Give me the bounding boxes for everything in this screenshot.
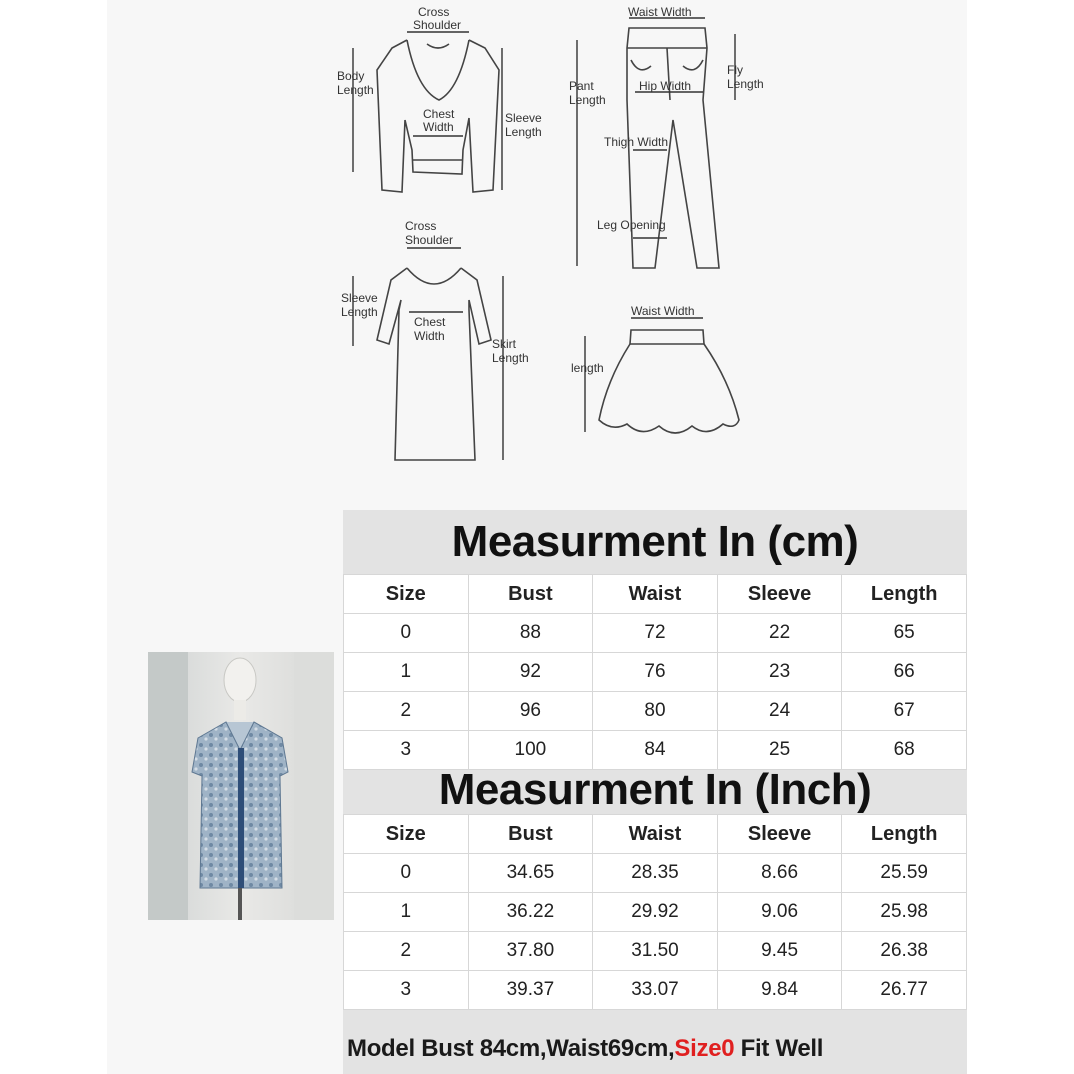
- table-cell: 92: [468, 653, 593, 692]
- garment-sketches: [107, 0, 967, 510]
- table-cell: 37.80: [468, 932, 593, 971]
- dress-cross-shoulder-label-2: Shoulder: [405, 233, 454, 247]
- column-header: Bust: [468, 815, 593, 854]
- hip-width-label: Hip Width: [639, 79, 692, 93]
- table-cell: 8.66: [717, 854, 842, 893]
- table-cell: 22: [717, 614, 842, 653]
- table-header-row: [344, 575, 967, 614]
- product-photo: [148, 652, 334, 920]
- table-cell: 80: [593, 692, 718, 731]
- skirt-sketch: [599, 330, 739, 433]
- table-cell: 0: [344, 614, 469, 653]
- inch-size-table: [343, 814, 967, 1010]
- dress-sleeve-length-label: Sleeve: [341, 291, 378, 305]
- top-sleeve-length-label-2: Length: [505, 125, 542, 139]
- table-cell: 68: [842, 731, 967, 770]
- top-chest-width-label: Chest: [423, 107, 455, 121]
- body-length-label: Body: [337, 69, 365, 83]
- top-cross-shoulder-label: Cross: [418, 5, 450, 19]
- table-cell: 3: [344, 971, 469, 1010]
- dress-sketch: [377, 268, 491, 460]
- column-header: Sleeve: [717, 575, 842, 614]
- table-cell: 24: [717, 692, 842, 731]
- dress-chest-width-label-2: Width: [414, 329, 445, 343]
- table-cell: 72: [593, 614, 718, 653]
- table-cell: 76: [593, 653, 718, 692]
- table-cell: 29.92: [593, 893, 718, 932]
- column-header: Length: [842, 815, 967, 854]
- mannequin-image: [148, 652, 334, 920]
- model-fit-size: Size0: [674, 1035, 735, 1062]
- cm-size-table: [343, 574, 967, 770]
- table-cell: 9.45: [717, 932, 842, 971]
- table-cell: 26.77: [842, 971, 967, 1010]
- body-length-label-2: Length: [337, 83, 374, 97]
- table-row: [344, 614, 967, 653]
- fly-length-label-2: Length: [727, 77, 764, 91]
- table-cell: 39.37: [468, 971, 593, 1010]
- table-cell: 36.22: [468, 893, 593, 932]
- table-row: [344, 692, 967, 731]
- table-cell: 1: [344, 653, 469, 692]
- table-cell: 84: [593, 731, 718, 770]
- dress-chest-width-label: Chest: [414, 315, 446, 329]
- table-cell: 67: [842, 692, 967, 731]
- table-row: [344, 653, 967, 692]
- top-chest-width-label-2: Width: [423, 120, 454, 134]
- fly-length-label: Fly: [727, 63, 743, 77]
- table-cell: 66: [842, 653, 967, 692]
- table-header-row: [344, 815, 967, 854]
- top-sleeve-length-label: Sleeve: [505, 111, 542, 125]
- table-cell: 100: [468, 731, 593, 770]
- column-header: Waist: [593, 815, 718, 854]
- table-cell: 2: [344, 932, 469, 971]
- table-cell: 26.38: [842, 932, 967, 971]
- table-cell: 25.59: [842, 854, 967, 893]
- table-row: [344, 893, 967, 932]
- skirt-length-label-2: Length: [492, 351, 529, 365]
- dress-sleeve-length-label-2: Length: [341, 305, 378, 319]
- model-fit-suffix: Fit Well: [734, 1035, 824, 1062]
- table-cell: 33.07: [593, 971, 718, 1010]
- table-row: [344, 932, 967, 971]
- column-header: Waist: [593, 575, 718, 614]
- table-cell: 88: [468, 614, 593, 653]
- table-cell: 2: [344, 692, 469, 731]
- skirt-length-short-label: length: [571, 361, 604, 375]
- table-cell: 96: [468, 692, 593, 731]
- model-fit-note: [343, 1024, 967, 1074]
- leg-opening-label: Leg Opening: [597, 218, 666, 232]
- table-cell: 25: [717, 731, 842, 770]
- column-header: Sleeve: [717, 815, 842, 854]
- column-header: Size: [344, 815, 469, 854]
- table-cell: 65: [842, 614, 967, 653]
- table-cell: 25.98: [842, 893, 967, 932]
- skirt-length-label: Skirt: [492, 337, 516, 351]
- cm-table-title: Measurment In (cm): [451, 517, 859, 566]
- table-row: [344, 854, 967, 893]
- table-row: [344, 971, 967, 1010]
- model-fit-text: Model Bust 84cm,Waist69cm,: [347, 1035, 675, 1062]
- pant-length-label: Pant: [569, 79, 594, 93]
- table-cell: 0: [344, 854, 469, 893]
- inch-table-title: Measurment In (Inch): [438, 765, 872, 814]
- table-cell: 28.35: [593, 854, 718, 893]
- table-cell: 3: [344, 731, 469, 770]
- dress-cross-shoulder-label: Cross: [405, 219, 437, 233]
- pant-length-label-2: Length: [569, 93, 606, 107]
- table-cell: 23: [717, 653, 842, 692]
- column-header: Size: [344, 575, 469, 614]
- top-cross-shoulder-label-2: Shoulder: [413, 18, 462, 32]
- column-header: Length: [842, 575, 967, 614]
- column-header: Bust: [468, 575, 593, 614]
- table-cell: 31.50: [593, 932, 718, 971]
- skirt-waist-width-label: Waist Width: [631, 304, 695, 318]
- size-chart: [343, 510, 967, 1074]
- table-cell: 9.06: [717, 893, 842, 932]
- measurement-diagram: [107, 0, 967, 510]
- thigh-width-label: Thigh Width: [604, 135, 669, 149]
- table-cell: 1: [344, 893, 469, 932]
- table-cell: 34.65: [468, 854, 593, 893]
- table-cell: 9.84: [717, 971, 842, 1010]
- pants-waist-width-label: Waist Width: [628, 5, 692, 19]
